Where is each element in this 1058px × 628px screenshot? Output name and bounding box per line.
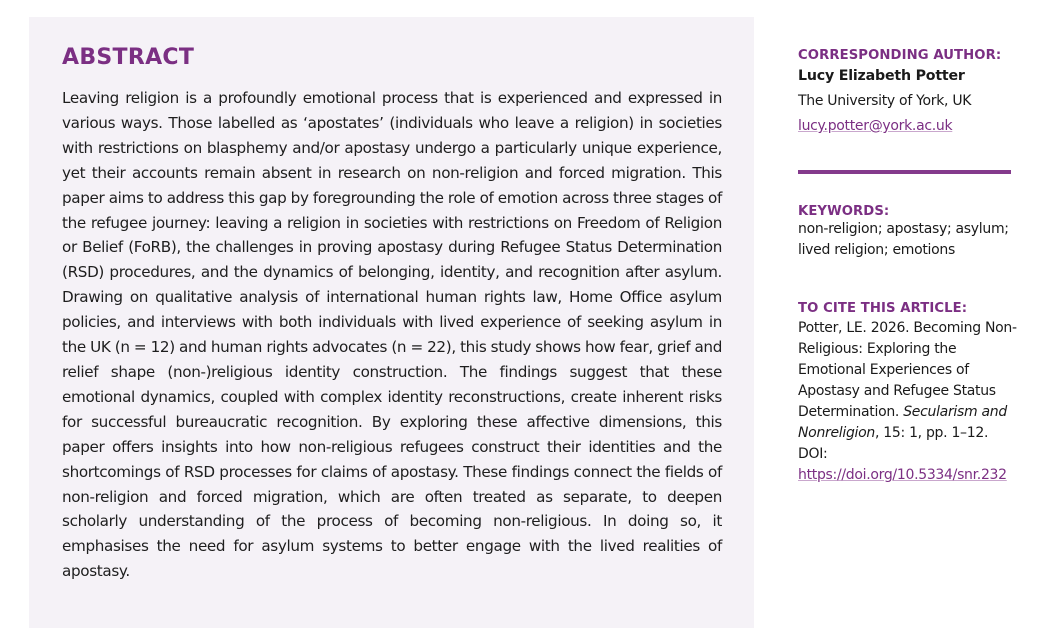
abstract-panel	[29, 17, 754, 628]
doi-link[interactable]: https://doi.org/10.5334/snr.232	[798, 467, 1007, 483]
keywords-label: KEYWORDS:	[798, 204, 890, 219]
abstract-heading: ABSTRACT	[62, 45, 195, 70]
citation-main: Potter, LE. 2026. Becoming Non-Religious: Exploring the Emotional Experiences of Apostasy and Refugee Status Determination.	[798, 320, 1017, 420]
abstract-body: Leaving religion is a profoundly emotional process that is experienced and expressed in various ways. Those labelled as ‘apostates’ (individuals who leave a religion) in societies with restrictions on blasphemy and/or apostasy undergo a particularly unique experience, yet their accounts remain absent in research on non-religion and forced migration. This paper aims to address this gap by foregrounding the role of emotion across three stages of the refugee journey: leaving a religion in societies with restrictions on Freedom of Religion or Belief (FoRB), the challenges in proving apostasy during Refugee Status Determination (RSD) procedures, and the dynamics of belonging, identity, and recognition after asylum. Drawing on qualitative analysis of international human rights law, Home Office asylum policies, and interviews with both individuals with lived experience of seeking asylum in the UK (n = 12) and human rights advocates (n = 22), this study shows how fear, grief and relief shape (non-)religious identity construction. The findings suggest that these emotional dynamics, coupled with complex identity reconstructions, create inherent risks for successful bureaucratic recognition. By exploring these affective dimensions, this paper offers insights into how non-religious refugees construct their identities and the shortcomings of RSD processes for claims of apostasy. These findings connect the fields of non-religion and forced migration, which are often treated as separate, to deepen scholarly understanding of the process of becoming non-religious. In doing so, it emphasises the need for asylum systems to better engage with the lived realities of apostasy.	[62, 89, 722, 581]
section-divider	[798, 170, 1011, 174]
corresponding-author-section	[798, 48, 1018, 137]
doi-prefix: DOI:	[798, 446, 828, 462]
citation-section	[798, 301, 1018, 486]
corresponding-author-label: CORRESPONDING AUTHOR:	[798, 48, 1002, 63]
author-name: Lucy Elizabeth Potter	[798, 68, 965, 84]
citation-journal: Secularism and Nonreligion	[798, 404, 1007, 441]
citation-text	[798, 318, 1018, 486]
author-affiliation: The University of York, UK	[798, 93, 972, 109]
citation-label: TO CITE THIS ARTICLE:	[798, 301, 968, 316]
keywords-section	[798, 204, 1018, 261]
citation-volume: , 15: 1, pp. 1–12.	[874, 425, 989, 441]
keywords-list: non-religion; apostasy; asylum; lived religion; emotions	[798, 221, 1009, 258]
author-email-link[interactable]: lucy.potter@york.ac.uk	[798, 118, 953, 134]
